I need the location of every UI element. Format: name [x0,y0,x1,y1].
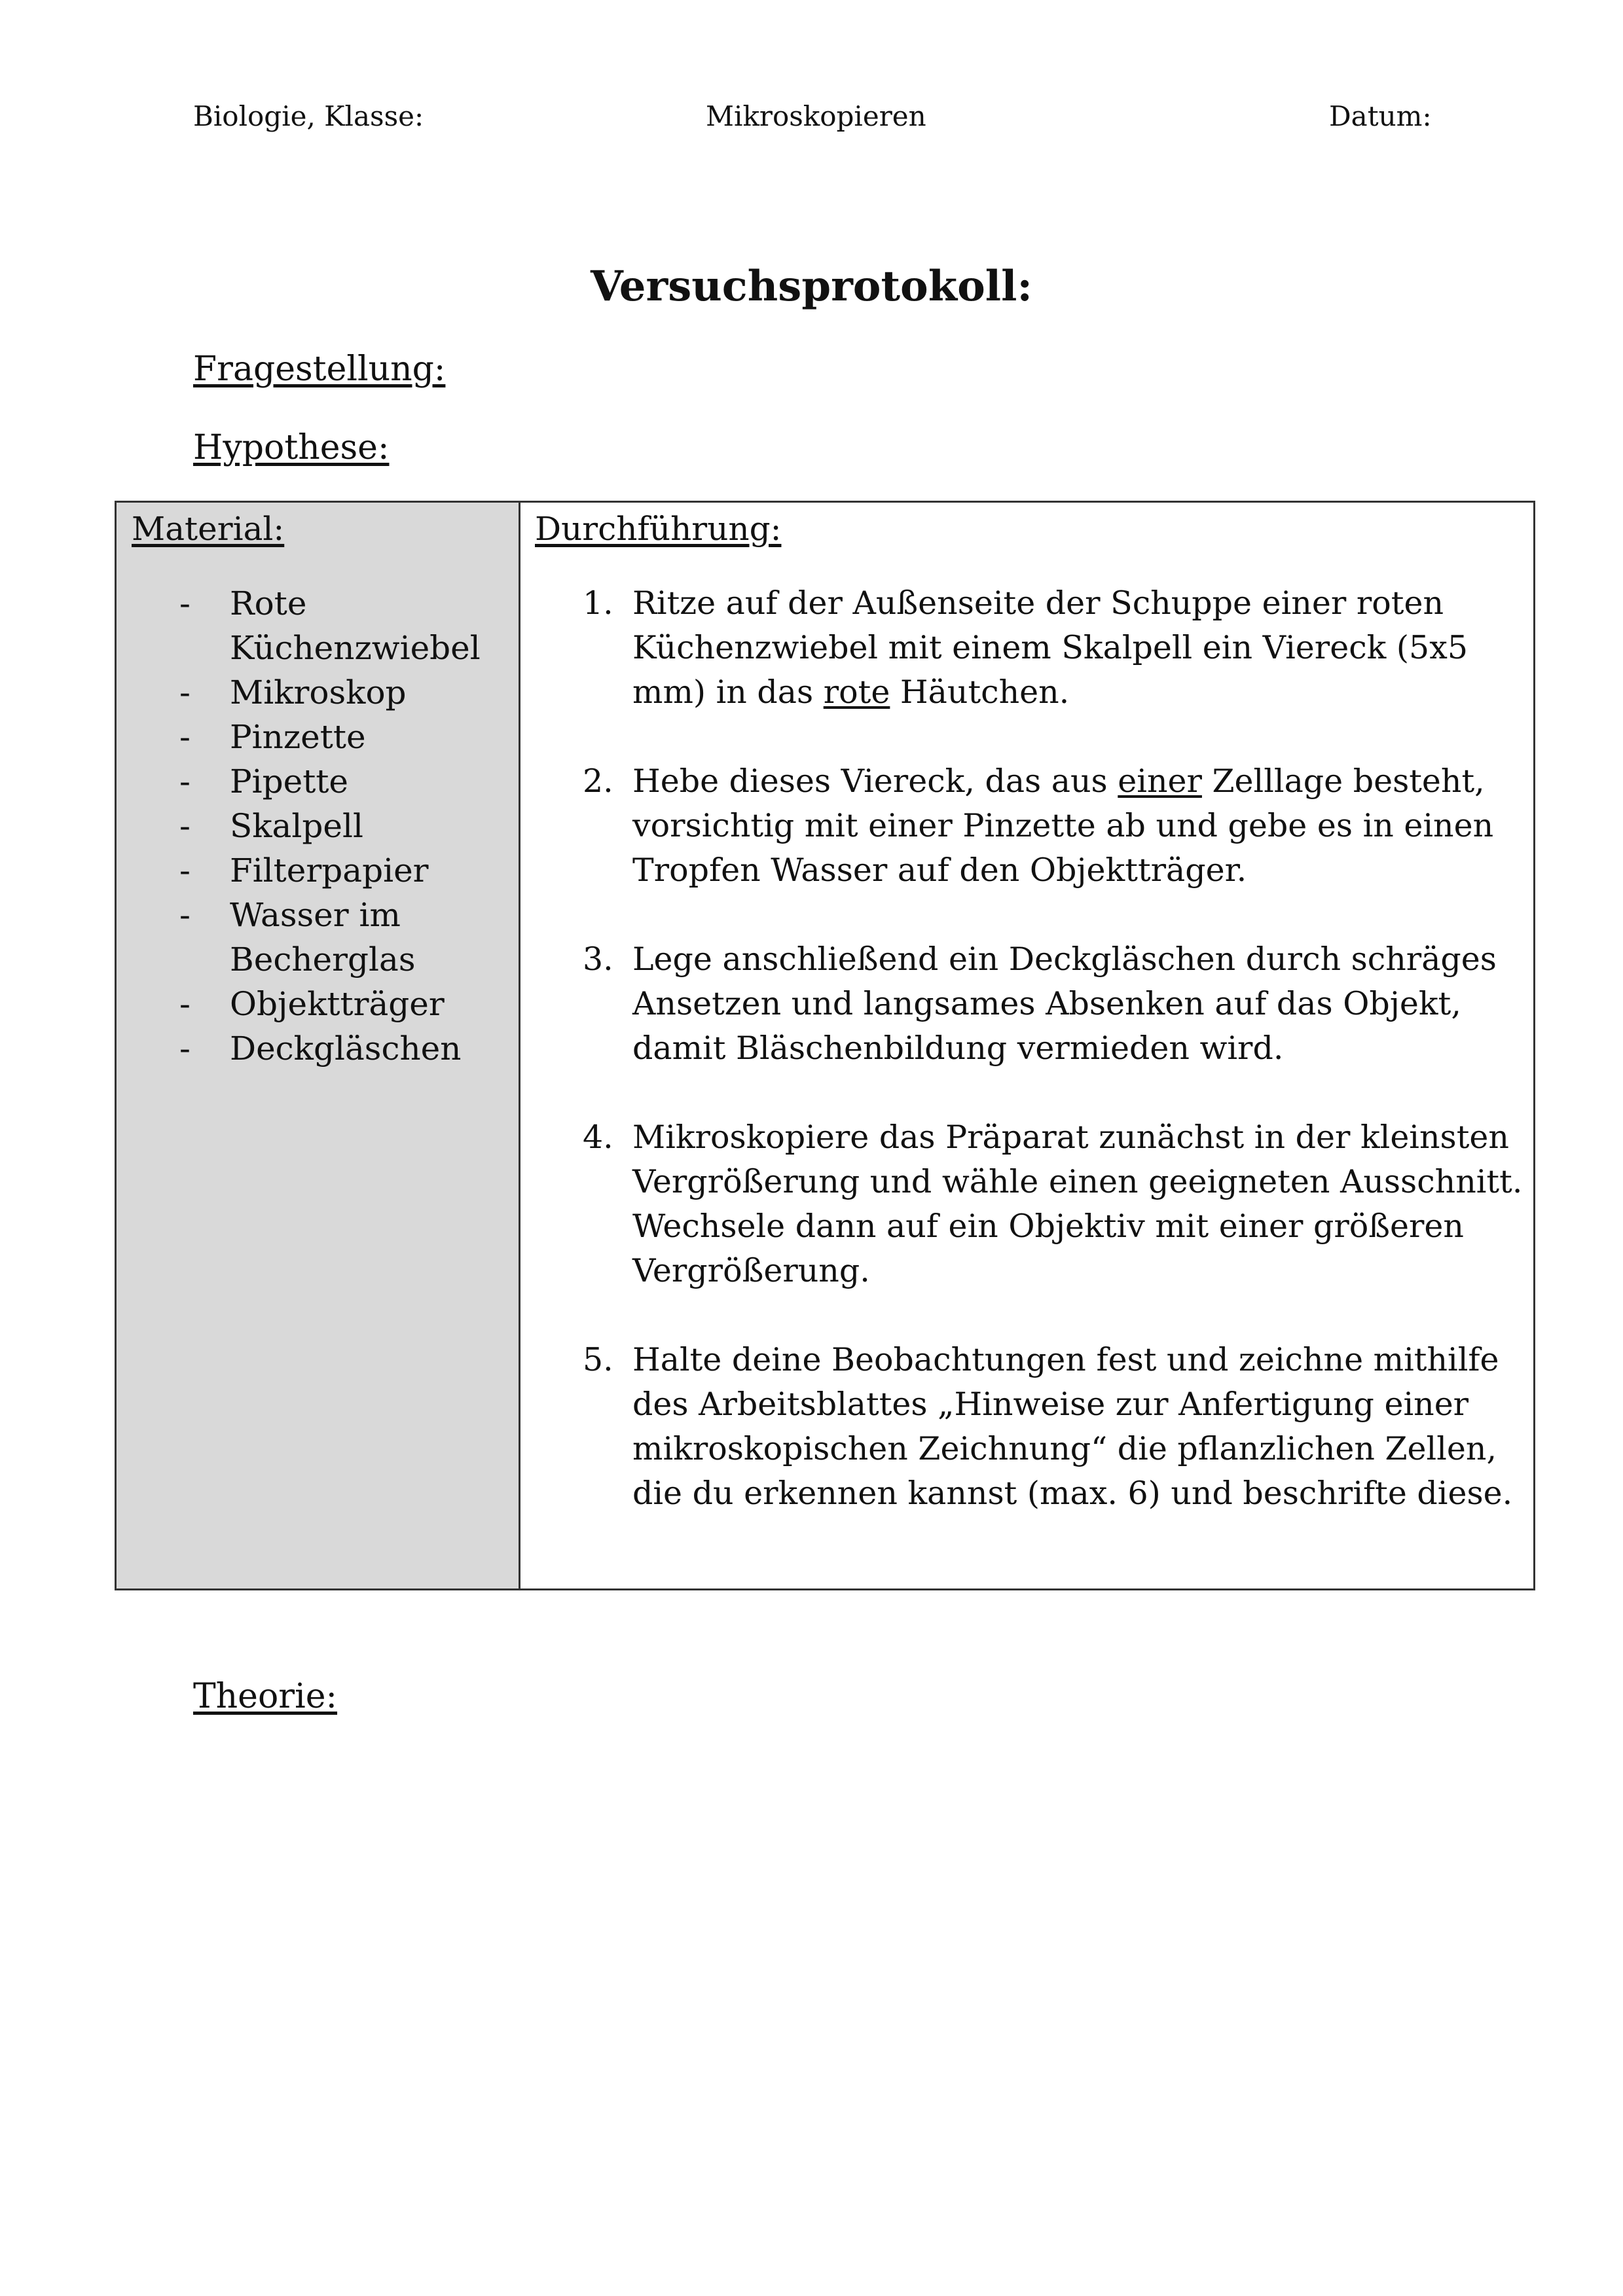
material-item [132,581,519,670]
header-topic: Mikroskopieren [706,100,926,132]
step-text: Mikroskopiere das Präparat zunächst in der kleinsten Vergrößerung und wähle einen geeigneten Ausschnitt. Wechsele dann auf ein Objektiv mit einer größeren Vergrößerung. [632,1119,1523,1289]
procedure-step [535,1338,1533,1516]
procedure-heading: Durchführung: [535,510,782,548]
material-item [132,1026,519,1071]
material-item-text: Filterpapier [230,852,429,889]
header-subject-class: Biologie, Klasse: [193,100,424,132]
procedure-cell [520,503,1533,1588]
list-dash: - [179,896,191,934]
step-text [632,759,1526,893]
material-item-text: Rote Küchenzwiebel [230,584,481,667]
procedure-step [535,937,1533,1071]
material-item [132,804,519,848]
step-number: 5. [583,1341,613,1378]
material-item-text: Skalpell [230,807,363,845]
list-dash: - [179,673,191,711]
step-text: Halte deine Beobachtungen fest und zeichne mithilfe des Arbeitsblattes „Hinweise zur Anfertigung einer mikroskopischen Zeichnung“ die pflanzlichen Zellen, die du erkennen kannst (max. 6) und beschrifte diese. [632,1341,1513,1512]
list-dash: - [179,807,191,845]
material-item-text: Mikroskop [230,673,407,711]
material-item [132,715,519,759]
procedure-step [535,1115,1533,1293]
step-number: 3. [583,941,613,978]
material-item [132,893,519,982]
step-text-part: Ritze auf der Außenseite der Schuppe einer roten Küchenzwiebel mit einem Skalpell ein Viereck (5x5 mm) in das [632,584,1468,711]
material-list [132,581,519,1071]
material-item-text: Deckgläschen [230,1030,462,1067]
list-dash: - [179,718,191,756]
material-item-text: Objektträger [230,985,445,1023]
procedure-step [535,581,1533,715]
material-item [132,982,519,1026]
material-item [132,759,519,804]
material-item-text: Pinzette [230,718,366,756]
theory-heading: Theorie: [193,1677,338,1716]
list-dash: - [179,762,191,800]
list-dash: - [179,584,191,622]
research-question-heading: Fragestellung: [193,350,446,389]
procedure-step [535,759,1533,893]
material-item [132,848,519,893]
step-text-part: Zelllage besteht, vorsichtig mit einer Pinzette ab und gebe es in einen Tropfen Wasser auf den Objektträger. [632,762,1494,889]
material-item [132,670,519,715]
step-text: Lege anschließend ein Deckgläschen durch schräges Ansetzen und langsames Absenken auf das Objekt, damit Bläschenbildung vermieden wird. [632,941,1497,1067]
step-text-emphasis: rote [823,673,890,711]
material-item-text: Wasser im Becherglas [230,896,416,978]
step-text [632,581,1526,715]
protocol-table [115,501,1535,1590]
material-heading: Material: [132,510,285,548]
material-cell [117,503,520,1588]
list-dash: - [179,852,191,889]
hypothesis-heading: Hypothese: [193,428,390,467]
step-text-emphasis: einer [1118,762,1202,800]
header-date: Datum: [1329,100,1432,132]
procedure-list [535,581,1533,1516]
step-number: 2. [583,762,613,800]
step-text-part: Häutchen. [890,673,1070,711]
material-item-text: Pipette [230,762,349,800]
step-number: 1. [583,584,613,622]
step-text-part: Hebe dieses Viereck, das aus [632,762,1118,800]
list-dash: - [179,985,191,1023]
step-number: 4. [583,1119,613,1156]
list-dash: - [179,1030,191,1067]
page-title: Versuchsprotokoll: [591,262,1032,311]
